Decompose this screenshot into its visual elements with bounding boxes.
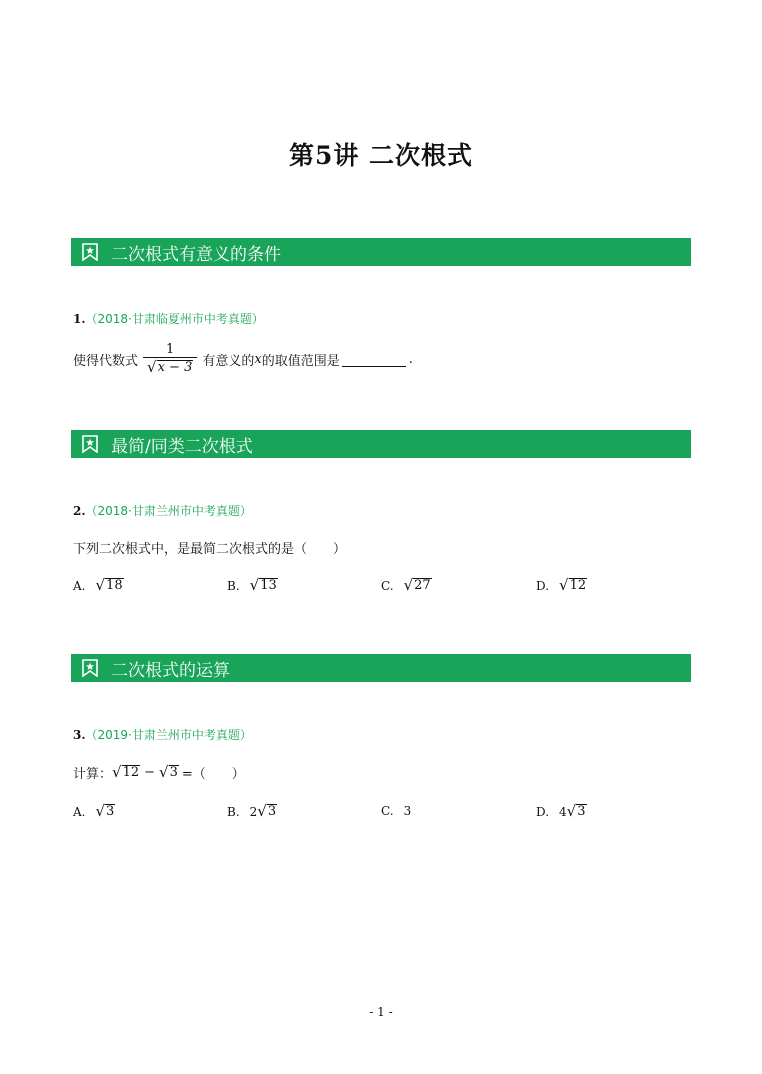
- q1-text-before: 使得代数式: [73, 353, 139, 369]
- page-number: - 1 -: [369, 1005, 393, 1019]
- radical-sign-icon: √: [95, 802, 106, 820]
- section-header-2: [71, 430, 691, 458]
- coefficient: 4: [559, 804, 567, 819]
- page-title: 第5讲 二次根式: [288, 141, 474, 170]
- coefficient: 2: [249, 804, 258, 819]
- radicand: 18: [106, 578, 123, 593]
- section-label: 最简/同类二次根式: [111, 436, 253, 457]
- radicand: 12: [569, 578, 587, 593]
- radical-sign-icon: √: [257, 802, 267, 820]
- option-letter: A.: [73, 578, 86, 593]
- sqrt: [250, 578, 278, 593]
- q3-option-c[interactable]: [381, 804, 411, 818]
- option-letter: C.: [381, 804, 394, 818]
- minus-sign: −: [144, 765, 156, 780]
- question-3-stem: [73, 763, 245, 782]
- radicand: 3: [169, 765, 178, 780]
- q2-option-b[interactable]: [227, 578, 278, 593]
- option-letter: D.: [536, 804, 550, 819]
- option-letter: C.: [381, 578, 394, 593]
- question-source: （2019·甘肃兰州市中考真题）: [85, 728, 252, 742]
- option-letter: B.: [227, 804, 240, 819]
- radicand: 12: [122, 765, 140, 780]
- question-1-header: [73, 310, 264, 327]
- question-2-header: [73, 502, 252, 519]
- sqrt: [257, 804, 277, 819]
- sqrt: [95, 578, 123, 593]
- radical-sign-icon: √: [112, 763, 122, 781]
- question-3-header: [73, 726, 252, 743]
- section-header-3: [71, 654, 691, 682]
- answer-blank[interactable]: [342, 352, 406, 367]
- sqrt: [112, 765, 140, 780]
- bookmark-star-icon: [81, 435, 99, 453]
- radicand: 13: [260, 578, 277, 593]
- sqrt: [147, 360, 193, 375]
- radicand: 3: [267, 804, 277, 819]
- section-header-1: [71, 238, 691, 266]
- question-number: 3.: [73, 728, 86, 742]
- q3-stem-suffix: =（ ）: [181, 767, 245, 782]
- fraction-denominator: [143, 357, 197, 376]
- question-2-stem: 下列二次根式中，是最简二次根式的是（ ）: [73, 542, 347, 557]
- radicand: 27: [414, 578, 431, 593]
- sqrt: [159, 765, 179, 780]
- section-label: 二次根式的运算: [111, 660, 230, 681]
- radicand: 3: [577, 804, 586, 819]
- q2-option-c[interactable]: [381, 578, 432, 593]
- bookmark-star-icon: [81, 659, 99, 677]
- q1-variable: x: [254, 351, 262, 367]
- q1-text-after-2: 的取值范围是: [261, 353, 340, 369]
- question-source: （2018·甘肃临夏州市中考真题）: [85, 312, 264, 326]
- radical-sign-icon: √: [566, 802, 577, 820]
- fraction: [143, 342, 197, 376]
- option-value: 3: [403, 804, 412, 818]
- q3-option-d[interactable]: [536, 804, 587, 819]
- option-letter: D.: [536, 578, 550, 593]
- q3-stem-prefix: 计算：: [73, 767, 113, 782]
- radical-sign-icon: √: [147, 358, 157, 376]
- q3-option-b[interactable]: [227, 804, 277, 819]
- fraction-numerator: 1: [166, 342, 175, 357]
- question-number: 1.: [73, 312, 86, 326]
- sqrt: [567, 804, 587, 819]
- bookmark-star-icon: [81, 243, 99, 261]
- option-letter: B.: [227, 578, 240, 593]
- radical-sign-icon: √: [159, 763, 169, 781]
- q1-end: .: [408, 351, 413, 367]
- q2-option-d[interactable]: [536, 578, 587, 593]
- q2-option-a[interactable]: [73, 578, 124, 593]
- radical-sign-icon: √: [403, 576, 414, 594]
- sqrt: [95, 804, 115, 819]
- radical-sign-icon: √: [95, 576, 106, 594]
- sqrt: [404, 578, 432, 593]
- question-number: 2.: [73, 504, 86, 518]
- question-1-body: [73, 342, 413, 376]
- q3-option-a[interactable]: [73, 804, 115, 819]
- radical-sign-icon: √: [559, 576, 569, 594]
- option-letter: A.: [73, 804, 86, 819]
- q1-text-after-1: 有意义的: [202, 353, 255, 369]
- radicand: 3: [106, 804, 115, 819]
- question-source: （2018·甘肃兰州市中考真题）: [85, 504, 252, 518]
- sqrt: [559, 578, 587, 593]
- radical-sign-icon: √: [249, 576, 260, 594]
- radicand: x − 3: [157, 360, 193, 375]
- section-label: 二次根式有意义的条件: [111, 244, 281, 265]
